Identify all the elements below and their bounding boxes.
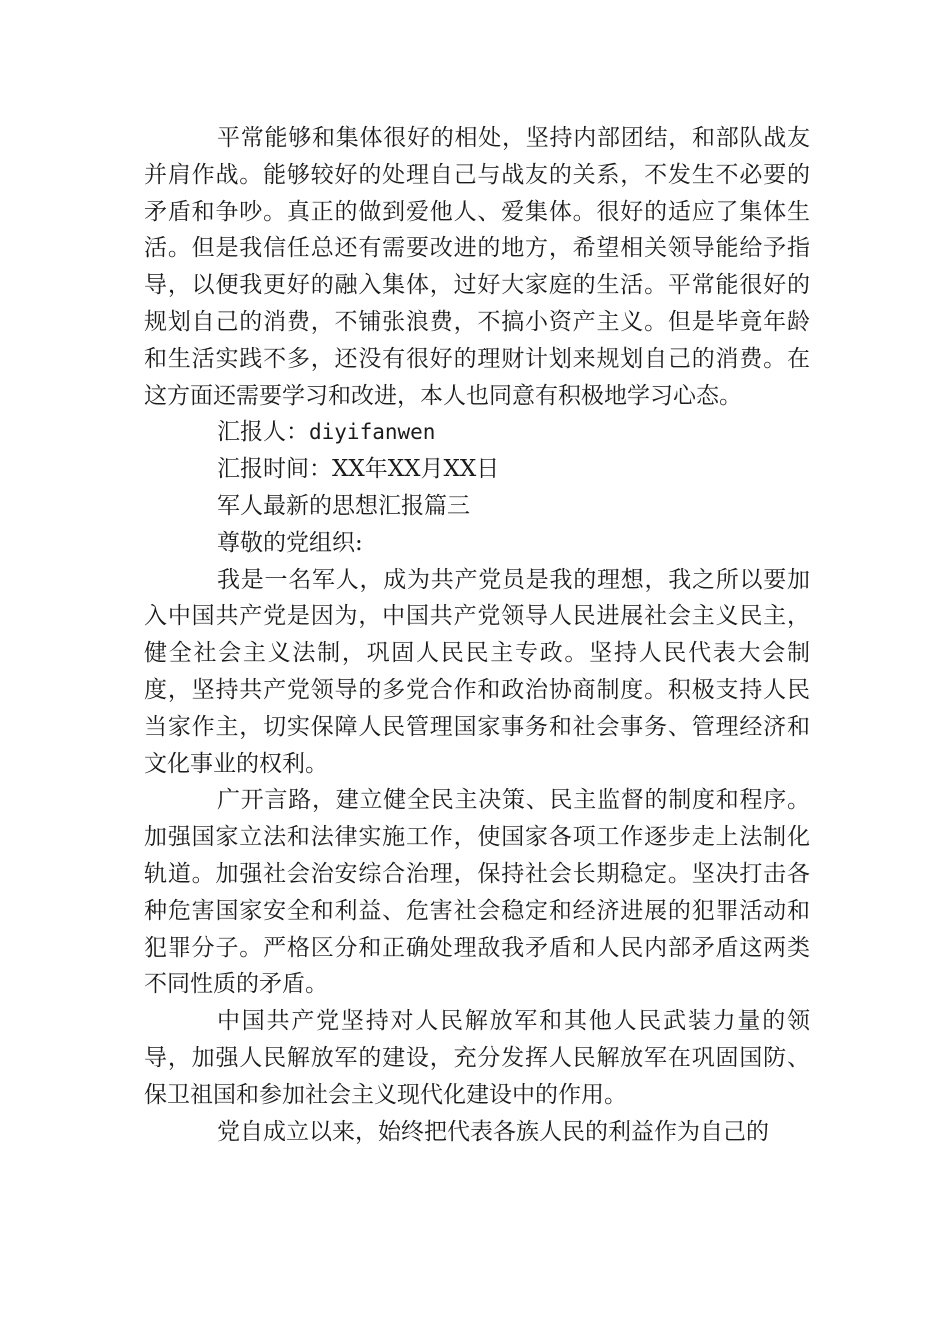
reporter-label: 汇报人： [217, 419, 309, 446]
report-time-label: 汇报时间： [217, 456, 332, 483]
paragraph-3: 广开言路，建立健全民主决策、民主监督的制度和程序。加强国家立法和法律实施工作，使国家各项工作逐步走上法制化轨道。加强社会治安综合治理，保持社会长期稳定。坚决打击各种危害国家安全和利益、危害社会稳定和经济进展的犯罪活动和犯罪分子。严格区分和正确处理敌我矛盾和人民内部矛盾这两类不同性质的矛盾。 [144, 787, 810, 998]
paragraph-2: 我是一名军人，成为共产党员是我的理想，我之所以要加入中国共产党是因为，中国共产党领导人民进展社会主义民主，健全社会主义法制，巩固人民民主专政。坚持人民代表大会制度，坚持共产党领导的多党合作和政治协商制度。积极支持人民当家作主，切实保障人民管理国家事务和社会事务、管理经济和文化事业的权利。 [144, 566, 810, 777]
section-title: 军人最新的思想汇报篇三 [217, 492, 470, 519]
paragraph-5: 党自成立以来，始终把代表各族人民的利益作为自己的 [217, 1118, 769, 1145]
reporter-name: diyifanwen [309, 420, 436, 445]
document-body [144, 120, 810, 1150]
reporter-line [144, 414, 810, 451]
salutation: 尊敬的党组织: [217, 529, 363, 556]
paragraph-1: 平常能够和集体很好的相处，坚持内部团结，和部队战友并肩作战。能够较好的处理自己与战友的关系，不发生不必要的矛盾和争吵。真正的做到爱他人、爱集体。很好的适应了集体生活。但是我信任总还有需要改进的地方，希望相关领导能给予指导，以便我更好的融入集体，过好大家庭的生活。平常能很好的规划自己的消费，不铺张浪费，不搞小资产主义。但是毕竟年龄和生活实践不多，还没有很好的理财计划来规划自己的消费。在这方面还需要学习和改进，本人也同意有积极地学习心态。 [144, 125, 810, 409]
paragraph-4: 中国共产党坚持对人民解放军和其他人民武装力量的领导，加强人民解放军的建设，充分发挥人民解放军在巩固国防、保卫祖国和参加社会主义现代化建设中的作用。 [144, 1008, 810, 1108]
report-time-line [144, 451, 810, 488]
report-time-value: XX年XX月XX日 [332, 456, 500, 483]
